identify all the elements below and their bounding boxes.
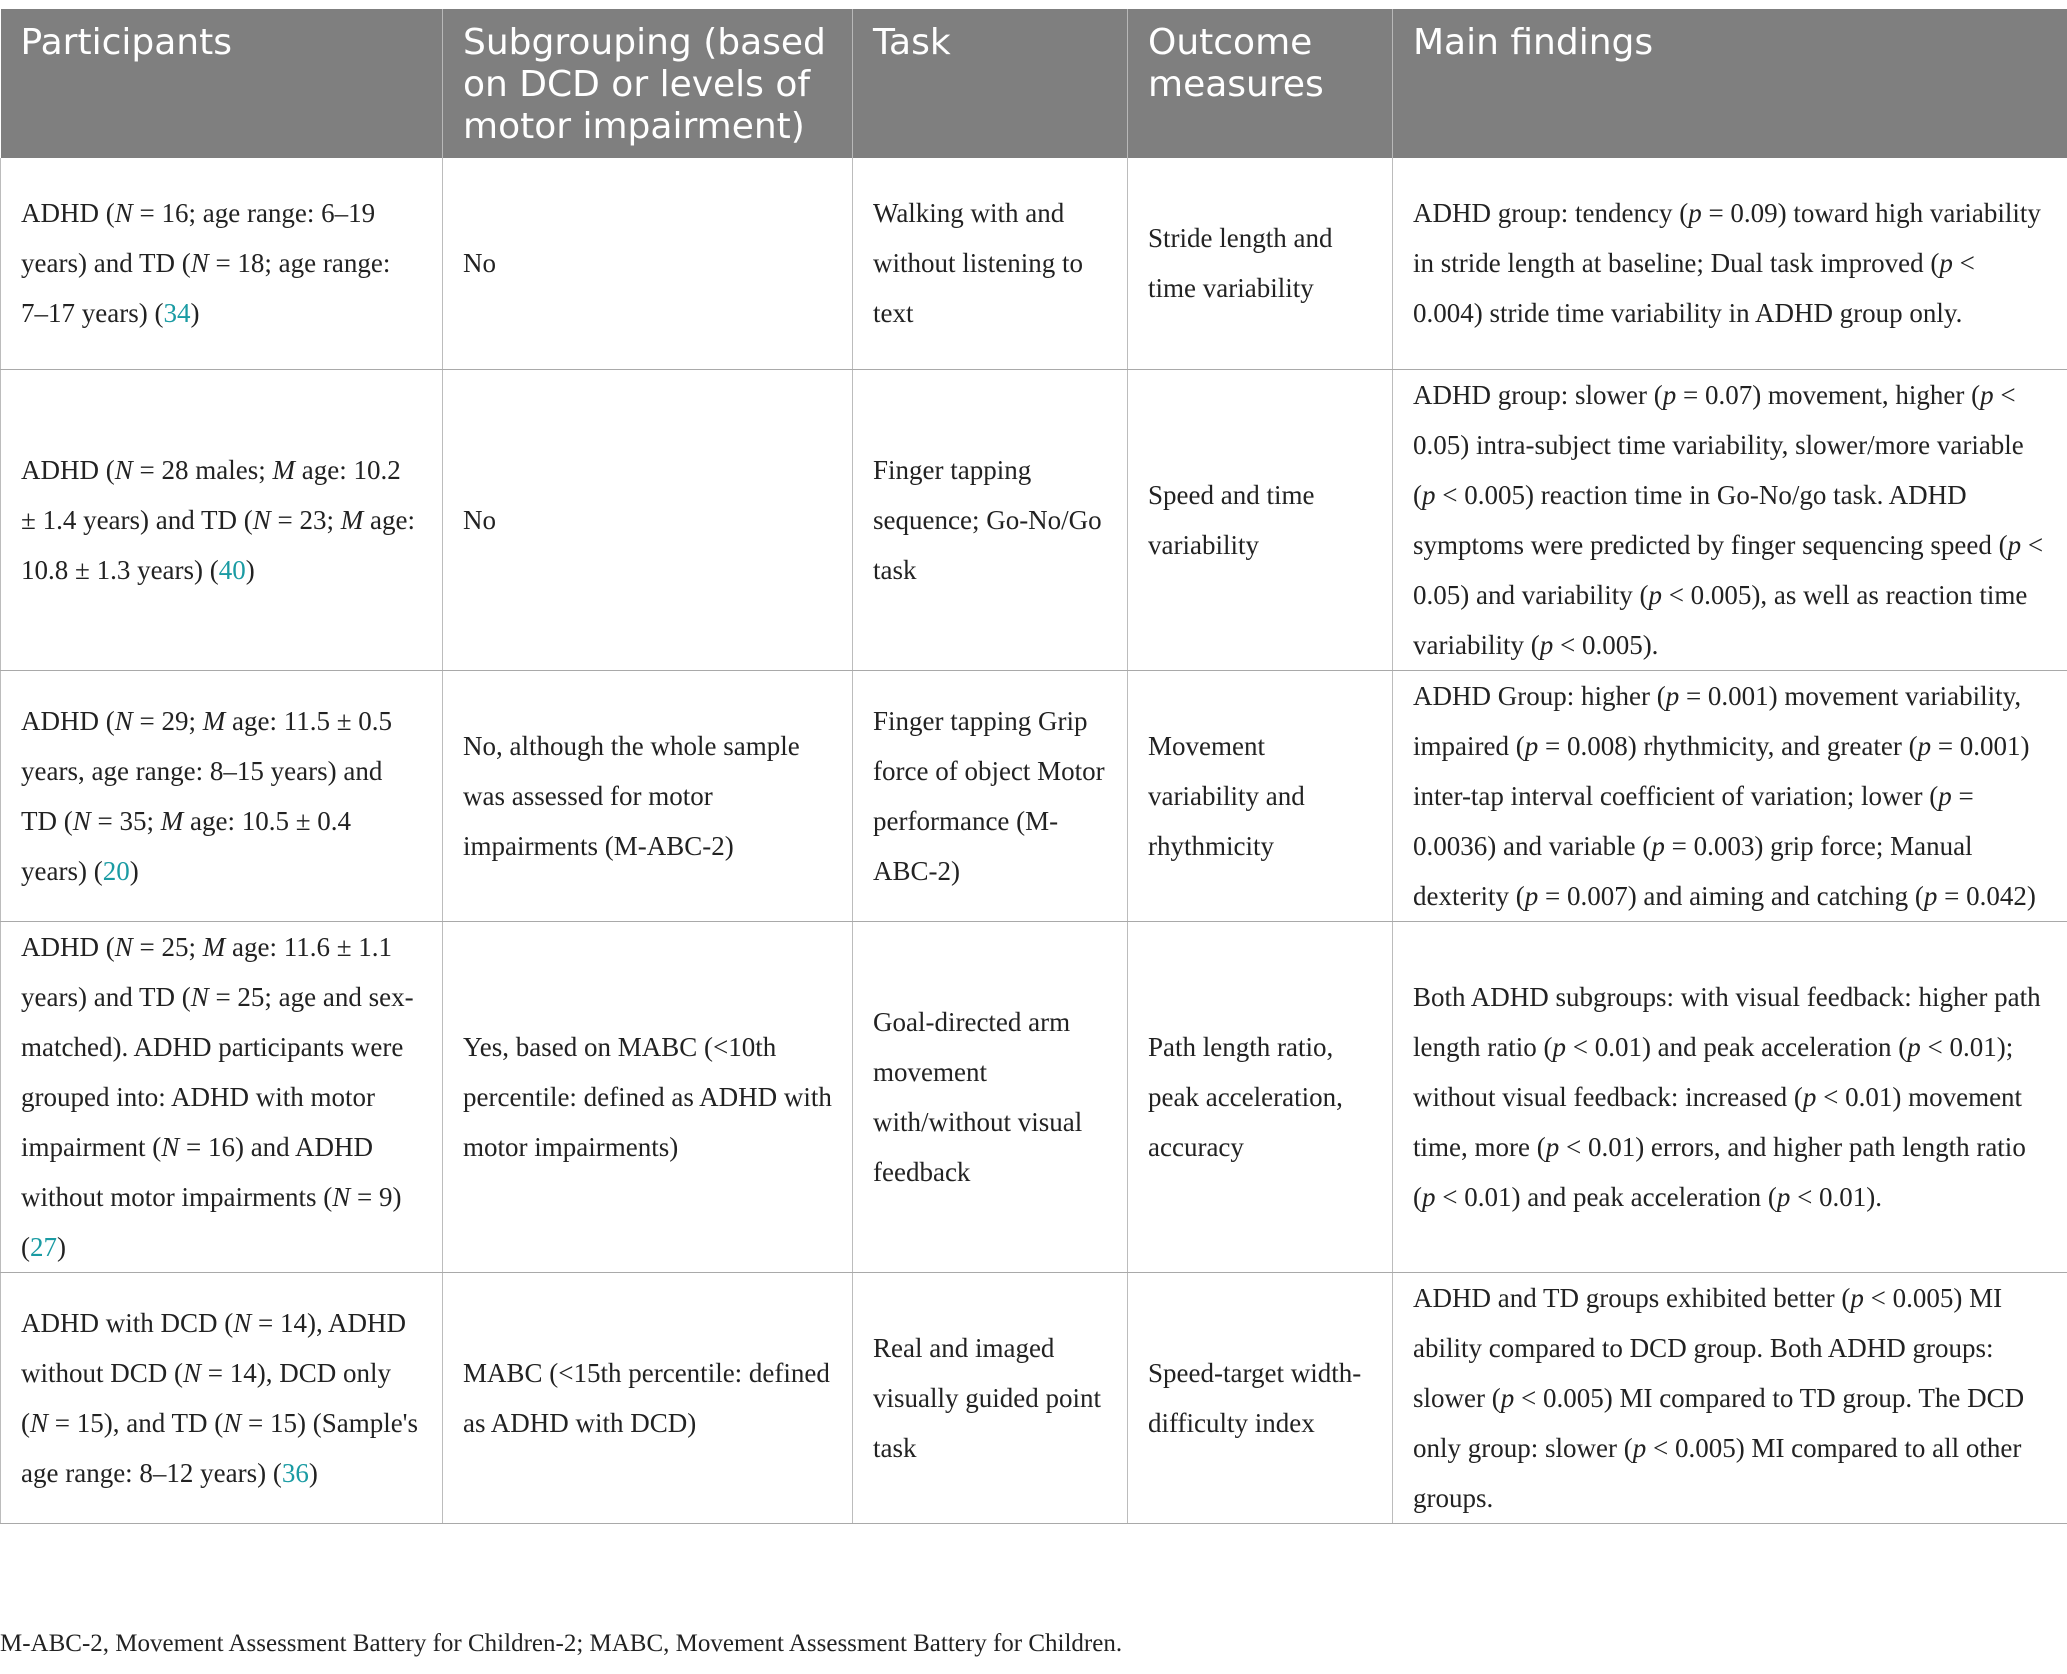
italic-symbol: N <box>252 504 271 535</box>
text-segment: = 0.001) movement variability, impaired ( <box>1413 680 2022 761</box>
text-segment: = 15) (Sample's age range: 8–12 years) ( <box>21 1407 419 1488</box>
italic-symbol: N <box>161 1131 180 1162</box>
italic-symbol: M <box>160 805 184 836</box>
text-segment: = 0.001) inter-tap interval coefficient of variation; lower ( <box>1413 730 2030 811</box>
text-segment: = 18; age range: 7–17 years) ( <box>21 248 391 329</box>
text-segment: ADHD Group: higher ( <box>1413 680 1666 711</box>
text-segment: < 0.01); without visual feedback: increased ( <box>1413 1031 2014 1112</box>
italic-symbol: p <box>1648 579 1662 610</box>
text-segment: = 14), ADHD without DCD ( <box>21 1307 406 1388</box>
text-segment: < 0.005), as well as reaction time variability ( <box>1413 579 2028 660</box>
italic-symbol: p <box>1662 379 1677 410</box>
text-segment: ADHD group: slower ( <box>1413 379 1663 410</box>
text-segment: < 0.005) MI compared to TD group. The DCD only group: slower ( <box>1413 1382 2025 1463</box>
text-segment: = 14), DCD only ( <box>21 1357 391 1438</box>
text-segment: = 0.003) grip force; Manual dexterity ( <box>1413 830 1973 911</box>
text-segment: = 0.09) toward high variability in stride length at baseline; Dual task improved ( <box>1413 198 2041 279</box>
italic-symbol: p <box>1850 1282 1864 1313</box>
text-segment: < 0.005) reaction time in Go-No/go task. ADHD symptoms were predicted by finger sequencing speed ( <box>1413 479 2008 560</box>
italic-symbol: N <box>72 805 91 836</box>
text-segment: = 25; age and sex-matched). ADHD participants were grouped into: ADHD with motor impairment ( <box>21 981 414 1162</box>
cell-outcome-measures: Movement variability and rhythmicity <box>1128 670 1393 921</box>
citation-link[interactable]: 27 <box>30 1231 57 1262</box>
italic-symbol: N <box>114 931 133 962</box>
table-body <box>1 158 2067 1523</box>
text-segment: < 0.004) stride time variability in ADHD group only. <box>1413 248 1975 329</box>
text-segment: age: 11.6 ± 1.1 years) and TD ( <box>21 931 393 1012</box>
italic-symbol: N <box>183 1357 202 1388</box>
header-outcome-measures: Outcome measures <box>1128 9 1393 158</box>
text-segment: = 16; age range: 6–19 years) and TD ( <box>21 198 376 279</box>
text-segment: < 0.05) intra-subject time variability, slower/more variable ( <box>1413 379 2024 510</box>
cell-participants: ADHD (N = 25; M age: 11.6 ± 1.1 years) and TD (N = 25; age and sex-matched). ADHD participants were grouped into: ADHD with motor impairment (N = 16) and ADHD without motor impairments (N = 9) (27) <box>1 921 443 1272</box>
text-segment: = 15), and TD ( <box>48 1407 224 1438</box>
italic-symbol: N <box>223 1407 242 1438</box>
text-segment: = 35; <box>90 805 161 836</box>
text-segment: = 0.042) <box>1937 880 2036 911</box>
header-row <box>1 9 2067 158</box>
text-segment: age: 11.5 ± 0.5 years, age range: 8–15 years) and TD ( <box>21 705 393 836</box>
text-segment: < 0.005) MI ability compared to DCD group. Both ADHD groups: slower ( <box>1413 1282 2003 1413</box>
text-segment: < 0.01) errors, and higher path length ratio ( <box>1413 1131 2026 1212</box>
table-row <box>1 158 2067 369</box>
text-segment: age: 10.2 ± 1.4 years) and TD ( <box>21 454 401 535</box>
cell-participants: ADHD (N = 28 males; M age: 10.2 ± 1.4 years) and TD (N = 23; M age: 10.8 ± 1.3 years) (40) <box>1 369 443 670</box>
table-row <box>1 369 2067 670</box>
cell-main-findings <box>1393 158 2067 369</box>
text-segment: < 0.05) and variability ( <box>1413 529 2044 610</box>
text-segment: < 0.01) and peak acceleration ( <box>1435 1181 1777 1212</box>
text-segment: age: 10.5 ± 0.4 years) ( <box>21 805 352 886</box>
italic-symbol: N <box>233 1307 252 1338</box>
italic-symbol: p <box>1980 379 1994 410</box>
cell-task: Goal-directed arm movement with/without visual feedback <box>853 921 1128 1272</box>
table-row <box>1 1272 2067 1523</box>
italic-symbol: p <box>1917 730 1932 761</box>
text-segment: = 29; <box>132 705 203 736</box>
cell-task: Finger tapping Grip force of object Motor performance (M-ABC-2) <box>853 670 1128 921</box>
text-segment: ADHD with DCD ( <box>21 1307 234 1338</box>
cell-subgrouping: MABC (<15th percentile: defined as ADHD with DCD) <box>443 1272 853 1523</box>
text-segment: = 25; <box>132 931 203 962</box>
text-segment: < 0.005). <box>1553 629 1659 660</box>
italic-symbol: p <box>1665 680 1680 711</box>
citation-link[interactable]: 34 <box>163 298 191 329</box>
italic-symbol: N <box>114 198 133 229</box>
text-segment: = 0.07) movement, higher ( <box>1676 379 1981 410</box>
cell-main-findings <box>1393 1272 2067 1523</box>
citation-link[interactable]: 20 <box>102 855 130 886</box>
text-segment: = 9) ( <box>21 1181 402 1262</box>
cell-task: Finger tapping sequence; Go-No/Go task <box>853 369 1128 670</box>
text-segment: = 23; <box>270 504 341 535</box>
italic-symbol: p <box>1545 1131 1560 1162</box>
cell-outcome-measures: Stride length and time variability <box>1128 158 1393 369</box>
italic-symbol: p <box>1632 1432 1647 1463</box>
italic-symbol: N <box>30 1407 49 1438</box>
text-segment: < 0.005) MI compared to all other groups. <box>1413 1432 2022 1513</box>
italic-symbol: p <box>1776 1181 1791 1212</box>
cell-task: Real and imaged visually guided point task <box>853 1272 1128 1523</box>
text-segment: = 16) and ADHD without motor impairments ( <box>21 1131 373 1212</box>
italic-symbol: p <box>2007 529 2022 560</box>
italic-symbol: p <box>1524 880 1539 911</box>
italic-symbol: M <box>340 504 364 535</box>
italic-symbol: N <box>114 705 133 736</box>
text-segment: ADHD ( <box>21 454 115 485</box>
cell-main-findings <box>1393 369 2067 670</box>
cell-outcome-measures: Speed-target width-difficulty index <box>1128 1272 1393 1523</box>
text-segment: ADHD and TD groups exhibited better ( <box>1413 1282 1851 1313</box>
table-row <box>1 670 2067 921</box>
header-participants: Participants <box>1 9 443 158</box>
text-segment: ADHD ( <box>21 705 115 736</box>
cell-participants: ADHD (N = 16; age range: 6–19 years) and TD (N = 18; age range: 7–17 years) (34) <box>1 158 443 369</box>
cell-main-findings <box>1393 670 2067 921</box>
text-segment: < 0.01) movement time, more ( <box>1413 1081 2023 1162</box>
italic-symbol: p <box>1422 479 1436 510</box>
italic-symbol: N <box>332 1181 351 1212</box>
cell-participants: ADHD with DCD (N = 14), ADHD without DCD (N = 14), DCD only (N = 15), and TD (N = 15) (Sample's age range: 8–12 years) (36) <box>1 1272 443 1523</box>
text-segment: < 0.01) and peak acceleration ( <box>1565 1031 1908 1062</box>
header-task: Task <box>853 9 1128 158</box>
italic-symbol: p <box>1907 1031 1921 1062</box>
cell-subgrouping: Yes, based on MABC (<10th percentile: defined as ADHD with motor impairments) <box>443 921 853 1272</box>
italic-symbol: p <box>1802 1081 1817 1112</box>
cell-subgrouping: No, although the whole sample was assessed for motor impairments (M-ABC-2) <box>443 670 853 921</box>
italic-symbol: N <box>114 454 133 485</box>
italic-symbol: p <box>1688 198 1702 229</box>
italic-symbol: p <box>1923 880 1938 911</box>
text-segment: age: 10.8 ± 1.3 years) ( <box>21 504 415 585</box>
italic-symbol: p <box>1552 1031 1566 1062</box>
cell-subgrouping: No <box>443 158 853 369</box>
italic-symbol: M <box>272 454 295 485</box>
text-segment: ADHD group: tendency ( <box>1413 198 1689 229</box>
cell-main-findings <box>1393 921 2067 1272</box>
text-segment: ADHD ( <box>21 931 115 962</box>
table-footnote: M-ABC-2, Movement Assessment Battery for Children-2; MABC, Movement Assessment Battery for Children. <box>0 1630 1123 1657</box>
italic-symbol: N <box>190 248 209 279</box>
header-subgrouping: Subgrouping (based on DCD or levels of motor impairment) <box>443 9 853 158</box>
text-segment: = 0.008) rhythmicity, and greater ( <box>1538 730 1918 761</box>
italic-symbol: M <box>202 931 226 962</box>
italic-symbol: p <box>1939 248 1953 279</box>
italic-symbol: N <box>190 981 209 1012</box>
citation-link[interactable]: 40 <box>218 554 246 585</box>
text-segment: = 28 males; <box>132 454 273 485</box>
cell-subgrouping: No <box>443 369 853 670</box>
text-segment: = 0.0036) and variable ( <box>1413 780 1974 861</box>
citation-link[interactable]: 36 <box>281 1457 309 1488</box>
italic-symbol: p <box>1938 780 1952 811</box>
italic-symbol: p <box>1500 1382 1515 1413</box>
italic-symbol: p <box>1524 730 1539 761</box>
italic-symbol: M <box>202 705 226 736</box>
cell-task: Walking with and without listening to text <box>853 158 1128 369</box>
cell-outcome-measures: Path length ratio, peak acceleration, accuracy <box>1128 921 1393 1272</box>
italic-symbol: p <box>1422 1181 1436 1212</box>
findings-table <box>0 9 2067 1524</box>
italic-symbol: p <box>1539 629 1554 660</box>
cell-participants: ADHD (N = 29; M age: 11.5 ± 0.5 years, age range: 8–15 years) and TD (N = 35; M age: 10.5 ± 0.4 years) (20) <box>1 670 443 921</box>
header-main-findings: Main findings <box>1393 9 2067 158</box>
text-segment: ADHD ( <box>21 198 115 229</box>
table-row <box>1 921 2067 1272</box>
text-segment: < 0.01). <box>1790 1181 1883 1212</box>
text-segment: Both ADHD subgroups: with visual feedback: higher path length ratio ( <box>1413 981 2041 1062</box>
text-segment: = 0.007) and aiming and catching ( <box>1538 880 1924 911</box>
italic-symbol: p <box>1651 830 1665 861</box>
cell-outcome-measures: Speed and time variability <box>1128 369 1393 670</box>
